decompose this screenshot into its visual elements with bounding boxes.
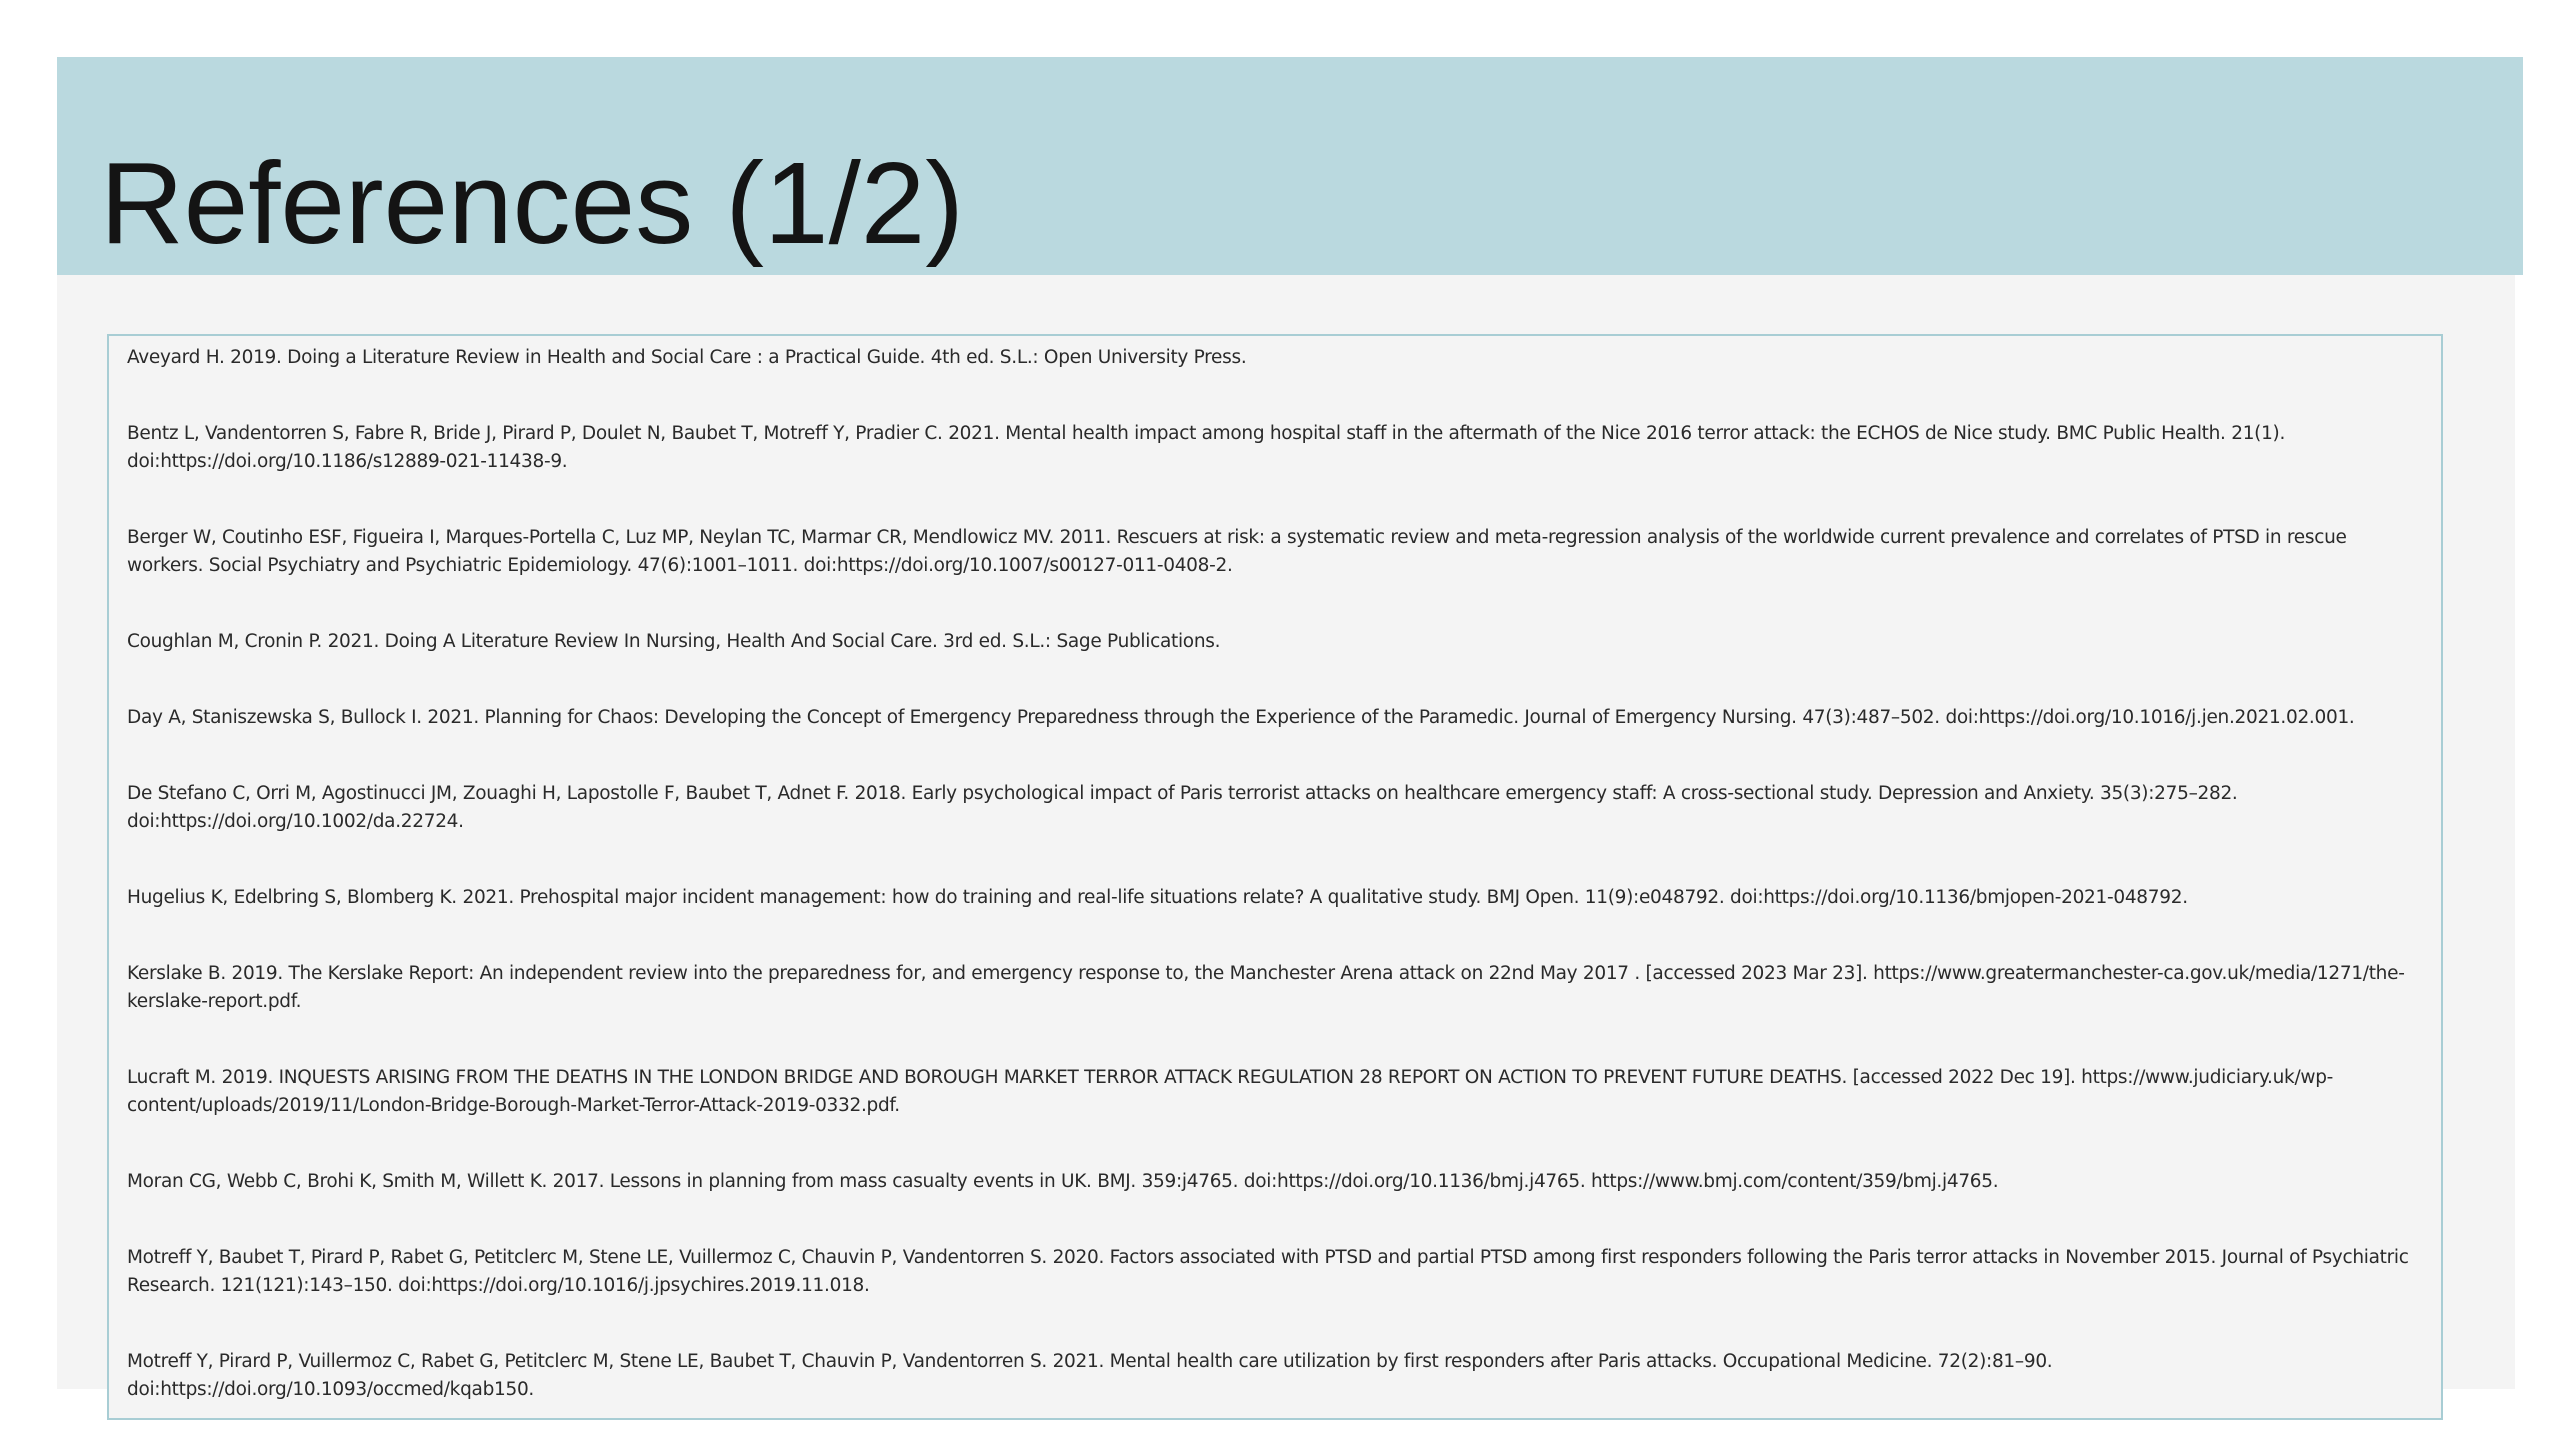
references-text-box[interactable]	[107, 334, 2443, 1420]
reference-item: Coughlan M, Cronin P. 2021. Doing A Literature Review In Nursing, Health And Social Care. 3rd ed. S.L.: Sage Publications.	[127, 631, 1221, 652]
reference-item: Motreff Y, Baubet T, Pirard P, Rabet G, Petitclerc M, Stene LE, Vuillermoz C, Chauvin P, Vandentorren S. 2020. Factors associated with PTSD and partial PTSD among first responders following the Paris terror attacks in November 2015. Journal of Psychiatric Research. 121(121):143–150. doi:https://doi.org/10.1016/j.jpsychires.2019.11.018.	[127, 1247, 2409, 1296]
reference-item: De Stefano C, Orri M, Agostinucci JM, Zouaghi H, Lapostolle F, Baubet T, Adnet F. 2018. Early psychological impact of Paris terrorist attacks on healthcare emergency staff: A cross-sectional study. Depression and Anxiety. 35(3):275–282. doi:https://doi.org/10.1002/da.22724.	[127, 783, 2238, 832]
reference-item: Moran CG, Webb C, Brohi K, Smith M, Willett K. 2017. Lessons in planning from mass casualty events in UK. BMJ. 359:j4765. doi:https://doi.org/10.1136/bmj.j4765. https://www.bmj.com/content/359/bmj.j4765.	[127, 1171, 1999, 1192]
reference-item: Motreff Y, Pirard P, Vuillermoz C, Rabet G, Petitclerc M, Stene LE, Baubet T, Chauvin P, Vandentorren S. 2021. Mental health care utilization by first responders after Paris attacks. Occupational Medicine. 72(2):81–90. doi:https://doi.org/10.1093/occmed/kqab150.	[127, 1351, 2053, 1400]
slide-title: References (1/2)	[100, 138, 964, 268]
reference-item: Berger W, Coutinho ESF, Figueira I, Marques-Portella C, Luz MP, Neylan TC, Marmar CR, Mendlowicz MV. 2011. Rescuers at risk: a systematic review and meta-regression analysis of the worldwide current prevalence and correlates of PTSD in rescue workers. Social Psychiatry and Psychiatric Epidemiology. 47(6):1001–1011. doi:https://doi.org/10.1007/s00127-011-0408-2.	[127, 527, 2347, 576]
reference-item: Aveyard H. 2019. Doing a Literature Review in Health and Social Care : a Practical Guide. 4th ed. S.L.: Open University Press.	[127, 347, 1247, 368]
reference-item: Lucraft M. 2019. INQUESTS ARISING FROM THE DEATHS IN THE LONDON BRIDGE AND BOROUGH MARKET TERROR ATTACK REGULATION 28 REPORT ON ACTION TO PREVENT FUTURE DEATHS. [accessed 2022 Dec 19]. https://www.judiciary.uk/wp-content/uploads/2019/11/London-Bridge-Borough-Market-Terror-Attack-2019-0332.pdf.	[127, 1067, 2334, 1116]
reference-item: Day A, Staniszewska S, Bullock I. 2021. Planning for Chaos: Developing the Concept of Emergency Preparedness through the Experience of the Paramedic. Journal of Emergency Nursing. 47(3):487–502. doi:https://doi.org/10.1016/j.jen.2021.02.001.	[127, 707, 2355, 728]
reference-item: Kerslake B. 2019. The Kerslake Report: An independent review into the preparedness for, and emergency response to, the Manchester Arena attack on 22nd May 2017 . [accessed 2023 Mar 23]. https://www.greatermanchester-ca.gov.uk/media/1271/the-kerslake-report.pdf.	[127, 963, 2405, 1012]
reference-item: Bentz L, Vandentorren S, Fabre R, Bride J, Pirard P, Doulet N, Baubet T, Motreff Y, Pradier C. 2021. Mental health impact among hospital staff in the aftermath of the Nice 2016 terror attack: the ECHOS de Nice study. BMC Public Health. 21(1). doi:https://doi.org/10.1186/s12889-021-11438-9.	[127, 423, 2286, 472]
reference-item: Hugelius K, Edelbring S, Blomberg K. 2021. Prehospital major incident management: how do training and real-life situations relate? A qualitative study. BMJ Open. 11(9):e048792. doi:https://doi.org/10.1136/bmjopen-2021-048792.	[127, 887, 2188, 908]
